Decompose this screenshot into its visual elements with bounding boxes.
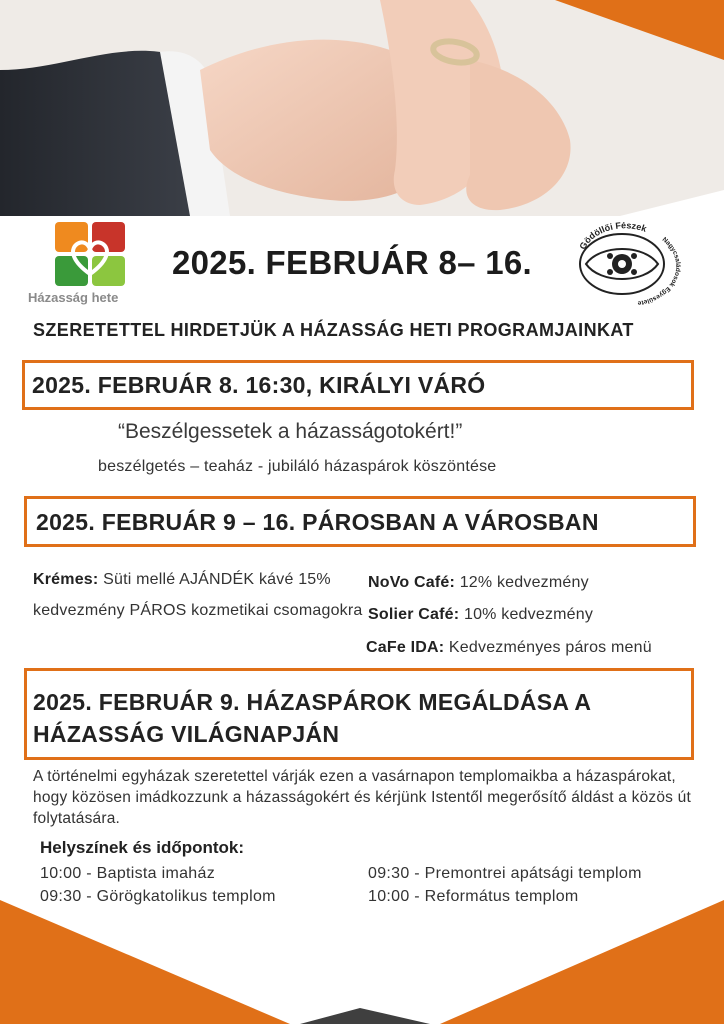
bottom-orange-decoration — [0, 900, 724, 1024]
svg-text:Nagycsaládosok Egyesülete — [637, 236, 681, 306]
offer-name: CaFe IDA: — [366, 639, 445, 656]
offer-kremes — [33, 564, 363, 626]
offer-text: 12% kedvezmény — [459, 574, 589, 591]
partner-logo-top-text: Gödöllői Fészek — [577, 222, 648, 252]
location-item: 10:00 - Református templom — [368, 888, 579, 905]
offer-text: Süti mellé AJÁNDÉK kávé 15% kedvezmény PÁROS kozmetikai csomagokra — [33, 571, 363, 619]
hazassag-hete-logo — [55, 222, 125, 286]
event-1-title: 2025. FEBRUÁR 8. 16:30, KIRÁLYI VÁRÓ — [32, 372, 486, 398]
event-3-description: A történelmi egyházak szeretettel várják ezen a vasárnapon templomaikba a házaspárokat, hogy közösen imádkozzunk a házasságokért és kérjünk Istentől megerősítő áldást a közös út folytatására. — [33, 768, 691, 827]
offer-cafe-ida — [366, 632, 652, 663]
main-date-title: 2025. FEBRUÁR 8– 16. — [172, 244, 532, 281]
event-3-title: 2025. FEBRUÁR 9. HÁZASPÁROK MEGÁLDÁSA A HÁZASSÁG VILÁGNAPJÁN — [33, 689, 591, 747]
offer-novo-cafe — [368, 567, 589, 598]
location-item: 10:00 - Baptista imaház — [40, 865, 215, 882]
offer-name: Solier Café: — [368, 606, 460, 623]
wedding-rings-photo — [0, 0, 724, 216]
offer-solier-cafe — [368, 599, 593, 630]
offer-name: NoVo Café: — [368, 574, 456, 591]
event-2-title: 2025. FEBRUÁR 9 – 16. PÁROSBAN A VÁROSBAN — [36, 509, 599, 535]
location-item: 09:30 - Görögkatolikus templom — [40, 888, 276, 905]
subtitle: SZERETETTEL HIRDETJÜK A HÁZASSÁG HETI PROGRAMJAINKAT — [33, 320, 634, 340]
offer-text: Kedvezményes páros menü — [448, 639, 652, 656]
event-1-quote: “Beszélgessetek a házasságotokért!” — [118, 420, 463, 443]
event-1-description: beszélgetés – teaház - jubiláló házaspárok köszöntése — [98, 458, 497, 475]
offer-name: Krémes: — [33, 571, 99, 588]
partner-logo-bottom-text: Nagycsaládosok Egyesülete — [637, 236, 682, 306]
locations-heading: Helyszínek és időpontok: — [40, 838, 245, 857]
location-item: 09:30 - Premontrei apátsági templom — [368, 865, 642, 882]
hazassag-hete-label: Házasság hete — [28, 290, 119, 305]
offer-text: 10% kedvezmény — [463, 606, 594, 623]
godolloi-feszek-logo — [570, 222, 688, 306]
